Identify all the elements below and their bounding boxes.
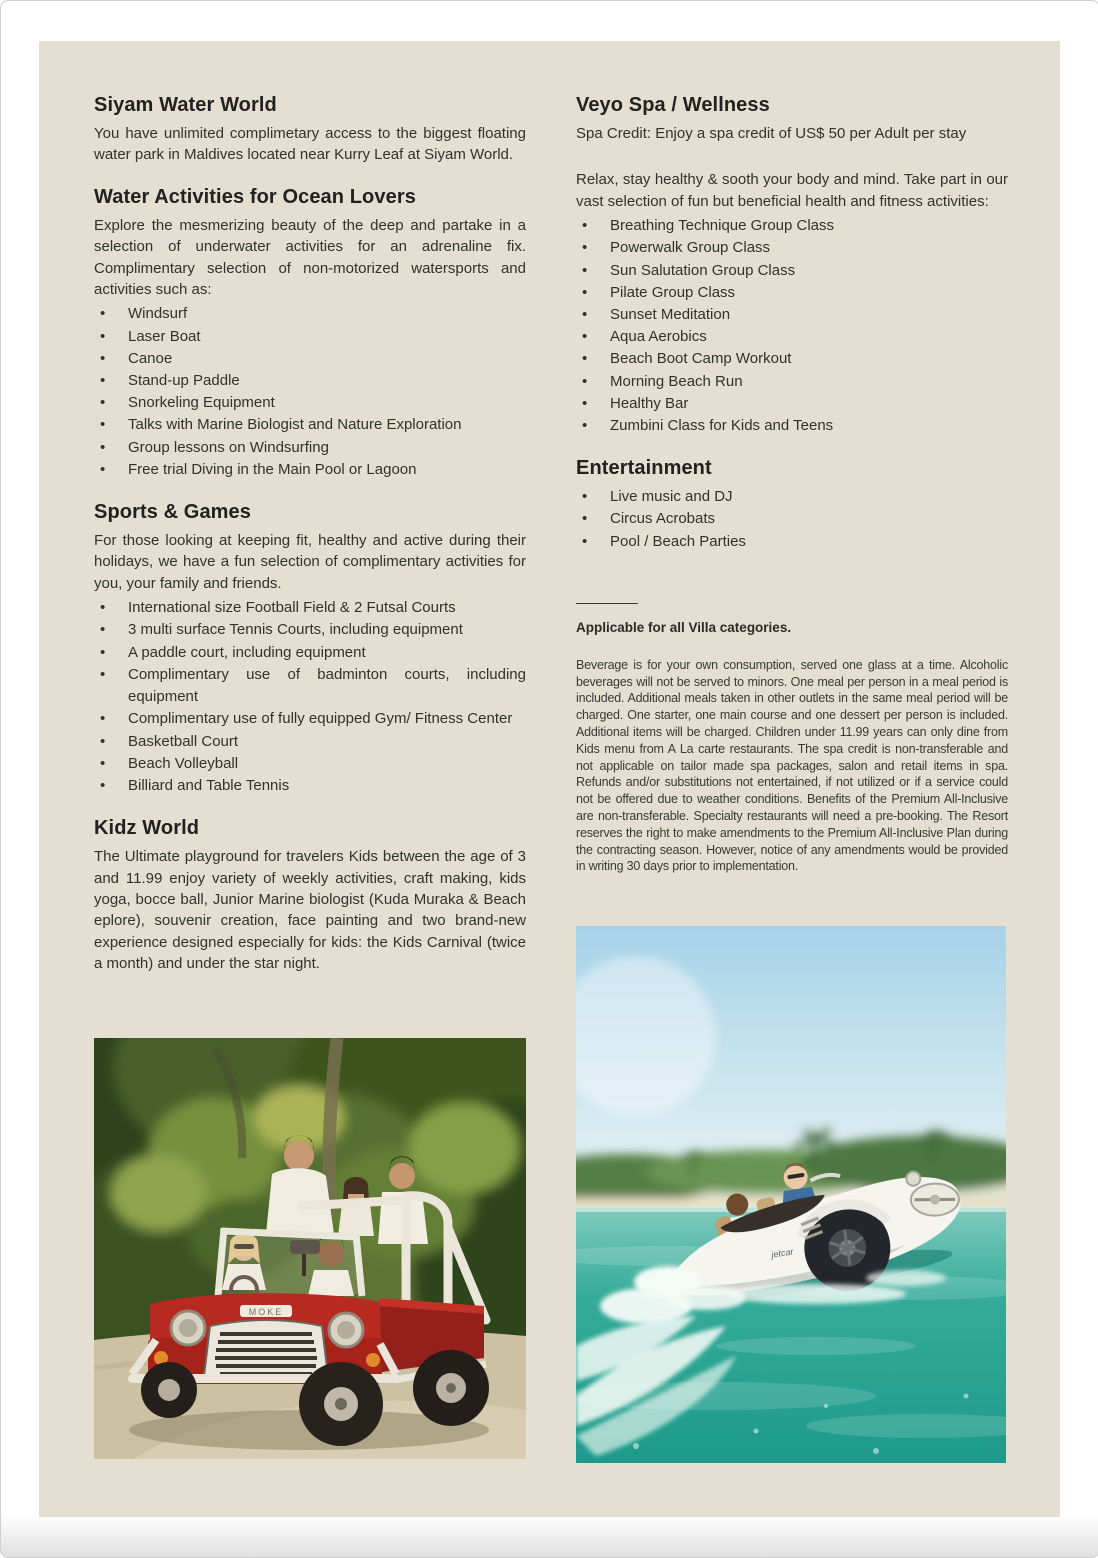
- bullet-item: • A paddle court, including equipment: [94, 642, 526, 664]
- jetcar-decal-text: jetcar: [770, 1246, 795, 1260]
- moke-badge-text: MOKE: [248, 1307, 284, 1317]
- bullet-item: • Basketball Court: [94, 731, 526, 753]
- bullet-item: • Beach Volleyball: [94, 753, 526, 775]
- spa-credit-line: Spa Credit: Enjoy a spa credit of US$ 50 per Adult per stay: [576, 125, 967, 142]
- bullet-item: • Pool / Beach Parties: [576, 531, 1008, 553]
- bullet-item: • 3 multi surface Tennis Courts, including equipment: [94, 619, 526, 641]
- bullet-list: [94, 303, 526, 481]
- bullet-item: • Billiard and Table Tennis: [94, 775, 526, 797]
- section-heading: Siyam Water World: [94, 94, 277, 116]
- footnote-title: Applicable for all Villa categories.: [576, 619, 792, 635]
- bullet-item: • Snorkeling Equipment: [94, 392, 526, 414]
- bullet-item: • International size Football Field & 2 Futsal Courts: [94, 597, 526, 619]
- bullet-item: • Circus Acrobats: [576, 508, 1008, 530]
- bullet-item: • Laser Boat: [94, 326, 526, 348]
- section-water-activities: [94, 185, 526, 481]
- right-column: [576, 93, 1008, 875]
- section-heading: Entertainment: [576, 457, 712, 480]
- section-sports-games: [94, 500, 526, 797]
- section-heading: Sports & Games: [94, 501, 252, 524]
- bullet-item: • Powerwalk Group Class: [576, 237, 1008, 259]
- bullet-list: [94, 597, 526, 797]
- bullet-item: • Talks with Marine Biologist and Nature Exploration: [94, 414, 526, 436]
- bullet-item: • Beach Boot Camp Workout: [576, 348, 1008, 370]
- section-heading: Veyo Spa / Wellness: [576, 94, 770, 116]
- left-column: [94, 93, 526, 975]
- content-card: [39, 41, 1060, 1517]
- section-kidz-world: [94, 816, 526, 974]
- kids-moke-buggy-photo: [94, 1038, 526, 1459]
- bullet-list: [576, 486, 1008, 553]
- bullet-item: • Complimentary use of fully equipped Gym/ Fitness Center: [94, 708, 526, 730]
- bullet-item: • Complimentary use of badminton courts, including equipment: [94, 664, 526, 708]
- section-entertainment: [576, 456, 1008, 553]
- fine-print: Beverage is for your own consumption, served one glass at a time. Alcoholic beverages will not be served to minors. One meal per person in a meal period is included. Additional meals taken in other outlets in the same meal period will be charged. One starter, one main course and one dessert per person is included. Additional items will be charged. Children under 11.99 years can only dine from Kids menu from A La carte restaurants. The spa credit is non-transferable and not applicable on tailor made spa packages, salon and retail items in spa. Refunds and/or substitutions not entertained, if not utilized or if a service could not be offered due to weather conditions. Benefits of the Premium All-Inclusive are non-transferable. Specialty restaurants will need a pre-booking. The Resort reserves the right to make amendments to the Premium All-Inclusive Plan during the contracting season. However, notice of any amendments would be provided in writing 30 days prior to implementation.: [576, 657, 1008, 874]
- section-body: For those looking at keeping fit, healthy and active during their holidays, we have a fun selection of complimentary activities for you, your family and friends.: [94, 532, 526, 592]
- jet-car-illustration: [576, 926, 1006, 1463]
- footnote-divider: [576, 603, 638, 604]
- section-body: You have unlimited complimetary access to the biggest floating water park in Maldives located near Kurry Leaf at Siyam World.: [94, 125, 526, 164]
- bullet-item: • Breathing Technique Group Class: [576, 215, 1008, 237]
- bullet-item: • Group lessons on Windsurfing: [94, 437, 526, 459]
- jet-car-photo: [576, 926, 1006, 1463]
- bullet-item: • Aqua Aerobics: [576, 326, 1008, 348]
- section-body: Relax, stay healthy & sooth your body and mind. Take part in our vast selection of fun but beneficial health and fitness activities:: [576, 171, 1008, 210]
- section-body: The Ultimate playground for travelers Kids between the age of 3 and 11.99 enjoy variety of weekly activities, craft making, kids yoga, bocce ball, Junior Marine biologist (Kuda Muraka & Beach eplore), souvenir creation, face painting and two brand-new experience designed especially for kids: the Kids Carnival (twice a month) and under the star night.: [94, 848, 526, 973]
- bullet-item: • Live music and DJ: [576, 486, 1008, 508]
- bullet-item: • Stand-up Paddle: [94, 370, 526, 392]
- bullet-item: • Healthy Bar: [576, 393, 1008, 415]
- moke-buggy-illustration: [94, 1038, 526, 1459]
- bullet-item: • Canoe: [94, 348, 526, 370]
- section-heading: Kidz World: [94, 817, 200, 840]
- section-veyo-spa-wellness: [576, 93, 1008, 437]
- bullet-item: • Sun Salutation Group Class: [576, 260, 1008, 282]
- bullet-item: • Free trial Diving in the Main Pool or Lagoon: [94, 459, 526, 481]
- bullet-list: [576, 215, 1008, 437]
- section-body: Explore the mesmerizing beauty of the deep and partake in a selection of underwater activities for an adrenaline fix. Complimentary selection of non-motorized watersports and activities such as:: [94, 216, 526, 299]
- bullet-item: • Pilate Group Class: [576, 282, 1008, 304]
- section-siyam-water-world: [94, 93, 526, 166]
- bullet-item: • Morning Beach Run: [576, 371, 1008, 393]
- section-heading: Water Activities for Ocean Lovers: [94, 185, 416, 208]
- bullet-item: • Windsurf: [94, 303, 526, 325]
- bullet-item: • Sunset Meditation: [576, 304, 1008, 326]
- bullet-item: • Zumbini Class for Kids and Teens: [576, 415, 1008, 437]
